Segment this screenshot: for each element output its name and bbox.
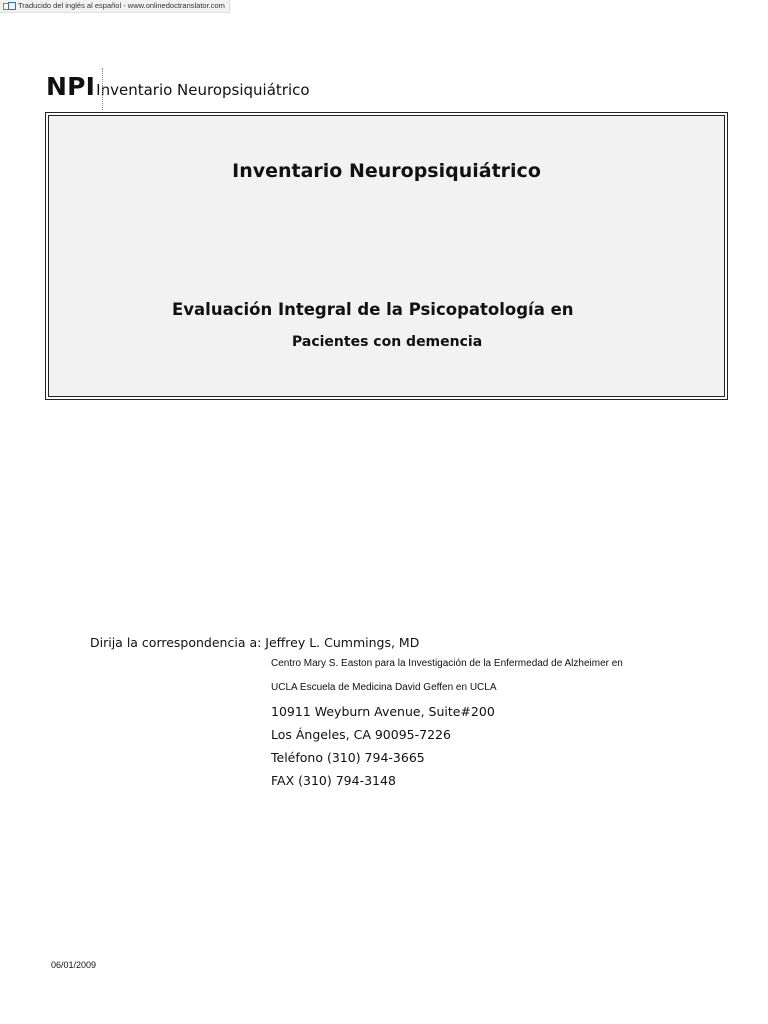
address-fax: FAX (310) 794-3148 [271, 773, 396, 788]
title-box [45, 112, 728, 400]
title-box-inner [48, 115, 725, 397]
npi-abbreviation: NPI [46, 72, 96, 101]
inventory-title: Inventario Neuropsiquiátrico [232, 160, 541, 182]
address-school: UCLA Escuela de Medicina David Geffen en UCLA [271, 682, 497, 693]
address-phone: Teléfono (310) 794-3665 [271, 750, 425, 765]
header-title: Inventario Neuropsiquiátrico [96, 81, 310, 99]
patients-subtitle: Pacientes con demencia [292, 334, 483, 350]
translator-banner[interactable] [0, 0, 230, 13]
correspondence-label: Dirija la correspondencia a: Jeffrey L. Cummings, MD [90, 635, 420, 650]
evaluation-subtitle: Evaluación Integral de la Psicopatología en [172, 300, 574, 319]
document-header [46, 72, 310, 101]
translator-icon [3, 2, 16, 11]
address-center: Centro Mary S. Easton para la Investigación de la Enfermedad de Alzheimer en [271, 658, 623, 669]
address-city: Los Ángeles, CA 90095-7226 [271, 727, 451, 742]
translator-link[interactable]: Traducido del inglés al español - www.onlinedoctranslator.com [18, 1, 225, 10]
footer-date: 06/01/2009 [51, 960, 97, 970]
address-street: 10911 Weyburn Avenue, Suite#200 [271, 704, 495, 719]
text-cursor-guide [102, 68, 103, 110]
